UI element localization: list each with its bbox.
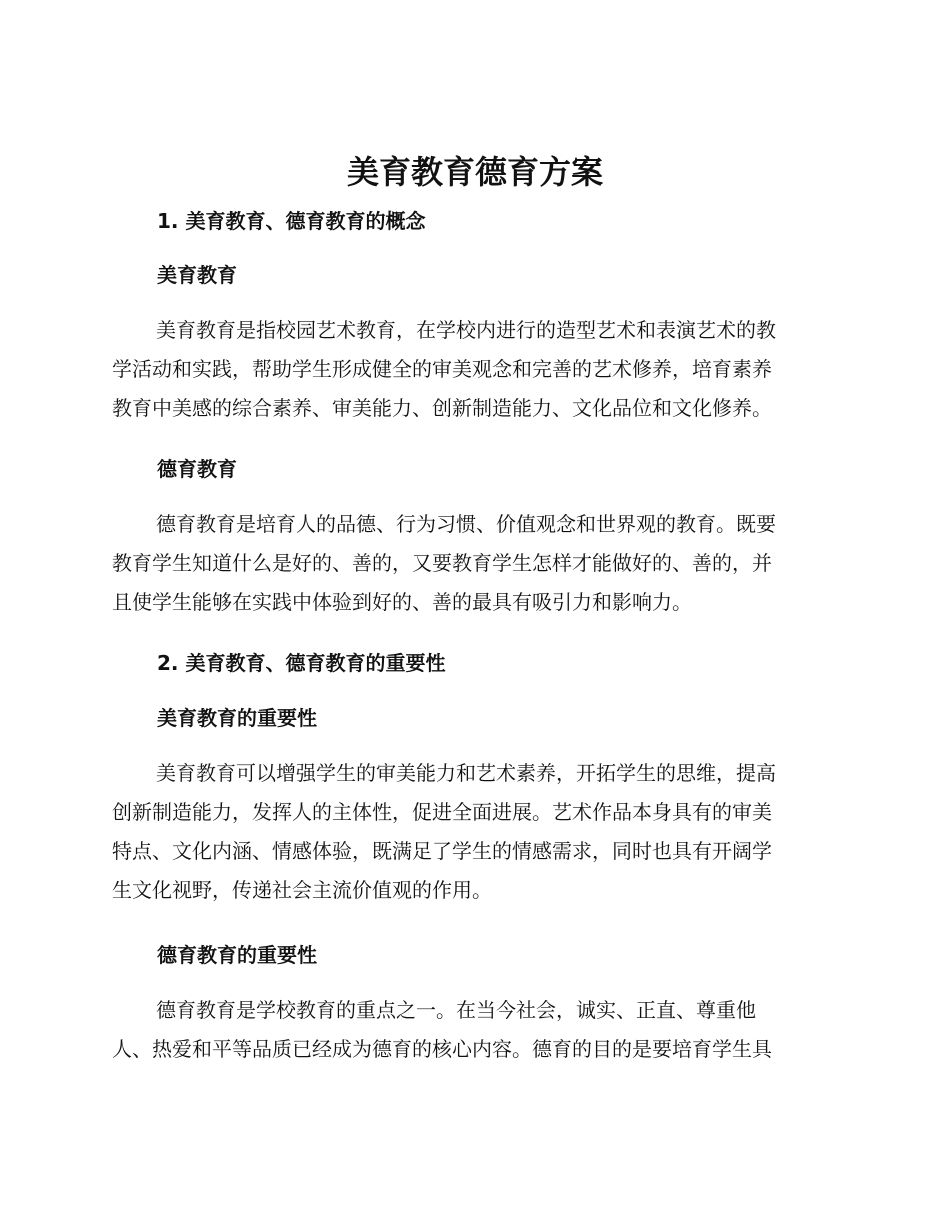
paragraph-line: 特点、文化内涵、情感体验，既满足了学生的情感需求，同时也具有开阔学 [112,839,772,863]
paragraph-line: 美育教育是指校园艺术教育，在学校内进行的造型艺术和表演艺术的教 [156,318,776,342]
paragraph-line: 生文化视野，传递社会主流价值观的作用。 [112,878,492,902]
document-title: 美育教育德育方案 [346,153,603,191]
subheading-aesthetic-education: 美育教育 [157,263,237,287]
paragraph-aesthetic-importance [112,754,830,910]
section-heading-2: 2. 美育教育、德育教育的重要性 [157,651,446,675]
paragraph-moral-education [112,505,830,622]
subheading-aesthetic-importance: 美育教育的重要性 [157,706,317,730]
paragraph-line: 创新制造能力，发挥人的主体性，促进全面进展。艺术作品本身具有的审美 [112,800,772,824]
paragraph-aesthetic-education [112,311,830,428]
paragraph-line: 美育教育可以增强学生的审美能力和艺术素养，开拓学生的思维，提高 [156,761,776,785]
section-heading-1: 1. 美育教育、德育教育的概念 [157,209,426,233]
paragraph-line: 学活动和实践，帮助学生形成健全的审美观念和完善的艺术修养，培育素养 [112,357,772,381]
paragraph-line: 教育学生知道什么是好的、善的，又要教育学生怎样才能做好的、善的，并 [112,551,772,575]
subheading-moral-education: 德育教育 [157,457,237,481]
paragraph-line: 人、热爱和平等品质已经成为德育的核心内容。德育的目的是要培育学生具 [112,1037,772,1061]
subheading-moral-importance: 德育教育的重要性 [157,943,317,967]
paragraph-line: 且使学生能够在实践中体验到好的、善的最具有吸引力和影响力。 [112,590,692,614]
paragraph-line: 德育教育是学校教育的重点之一。在当今社会，诚实、正直、尊重他 [156,998,756,1022]
paragraph-line: 教育中美感的综合素养、审美能力、创新制造能力、文化品位和文化修养。 [112,396,772,420]
paragraph-line: 德育教育是培育人的品德、行为习惯、价值观念和世界观的教育。既要 [156,512,776,536]
paragraph-moral-importance [112,991,830,1069]
